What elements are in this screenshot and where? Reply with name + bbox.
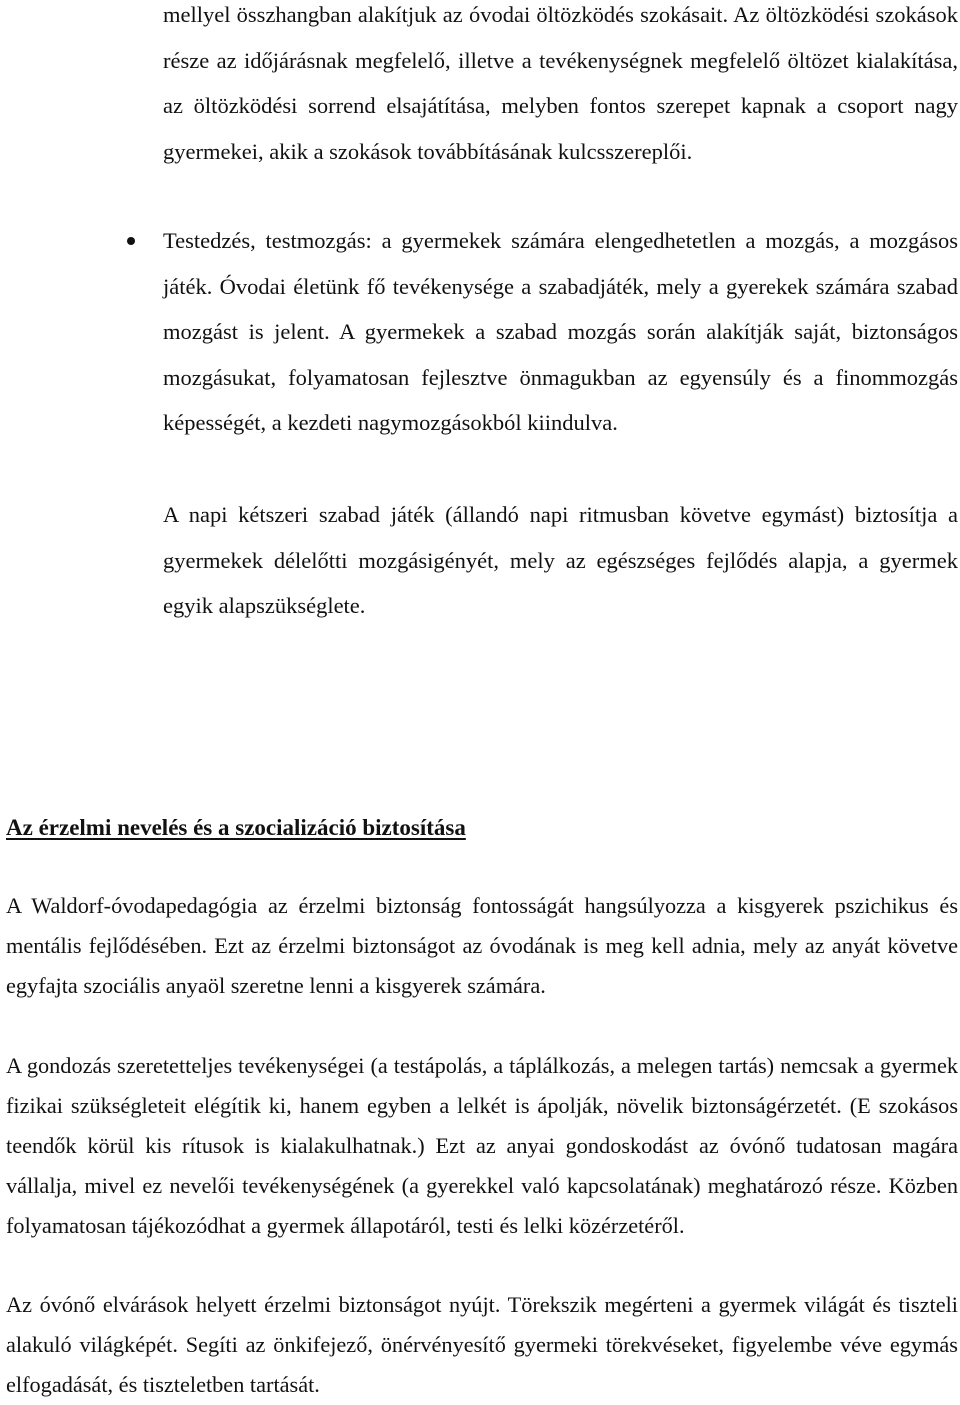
bullet-item-physical-exercise: Testedzés, testmozgás: a gyermekek számára elengedhetetlen a mozgás, a mozgásos játék. Óvodai életünk fő tevékenysége a szabadjáték, mely a gyerekek számára szabad mozgást is jelent. A gyermekek a szabad mozgás során alakítják saját, biztonságos mozgásukat, folyamatosan fejlesztve önmagukban az egyensúly és a finommozgás képességét, a kezdeti nagymozgásokból kiindulva. bbox=[163, 228, 958, 436]
section-paragraph-emotional-security: A Waldorf-óvodapedagógia az érzelmi biztonság fontosságát hangsúlyozza a kisgyerek pszichikus és mentális fejlődésében. Ezt az érzelmi biztonságot az óvodának is meg kell adnia, mely az anyát követve egyfajta szociális anyaöl szeretne lenni a kisgyerek számára. bbox=[6, 893, 958, 998]
section-heading-text: Az érzelmi nevelés és a szocializáció biztosítása bbox=[6, 815, 466, 840]
free-play-paragraph: A napi kétszeri szabad játék (állandó napi ritmusban követve egymást) biztosítja a gyermekek délelőtti mozgásigényét, mely az egészséges fejlődés alapja, a gyermek egyik alapszükséglete. bbox=[163, 502, 958, 619]
section-paragraph-care: A gondozás szeretetteljes tevékenységei (a testápolás, a táplálkozás, a melegen tartás) nemcsak a gyermek fizikai szükségleteit elégítik ki, hanem egyben a lelkét is ápolják, növelik biztonságérzetét. (E szokásos teendők körül kis rítusok is kialakulhatnak.) Ezt az anyai gondoskodást az óvónő tudatosan magára vállalja, mivel ez nevelői tevékenységének (a gyerekkel való kapcsolatának) meghatározó része. Közben folyamatosan tájékozódhat a gyermek állapotáról, testi és lelki közérzetéről. bbox=[6, 1053, 958, 1238]
bullet-icon bbox=[127, 237, 135, 245]
section-heading bbox=[6, 808, 956, 848]
section-paragraph-teacher-role: Az óvónő elvárások helyett érzelmi biztonságot nyújt. Törekszik megérteni a gyermek világát és tiszteli alakuló világképét. Segíti az önkifejező, önérvényesítő gyermeki törekvéseket, figyelembe véve egymás elfogadását, és tiszteletben tartását. bbox=[6, 1292, 958, 1397]
continued-paragraph: mellyel összhangban alakítjuk az óvodai öltözködés szokásait. Az öltözködési szokások része az időjárásnak megfelelő, illetve a tevékenységnek megfelelő öltözet kialakítása, az öltözködési sorrend elsajátítása, melyben fontos szerepet kapnak a csoport nagy gyermekei, akik a szokások továbbításának kulcsszereplői. bbox=[163, 2, 958, 164]
